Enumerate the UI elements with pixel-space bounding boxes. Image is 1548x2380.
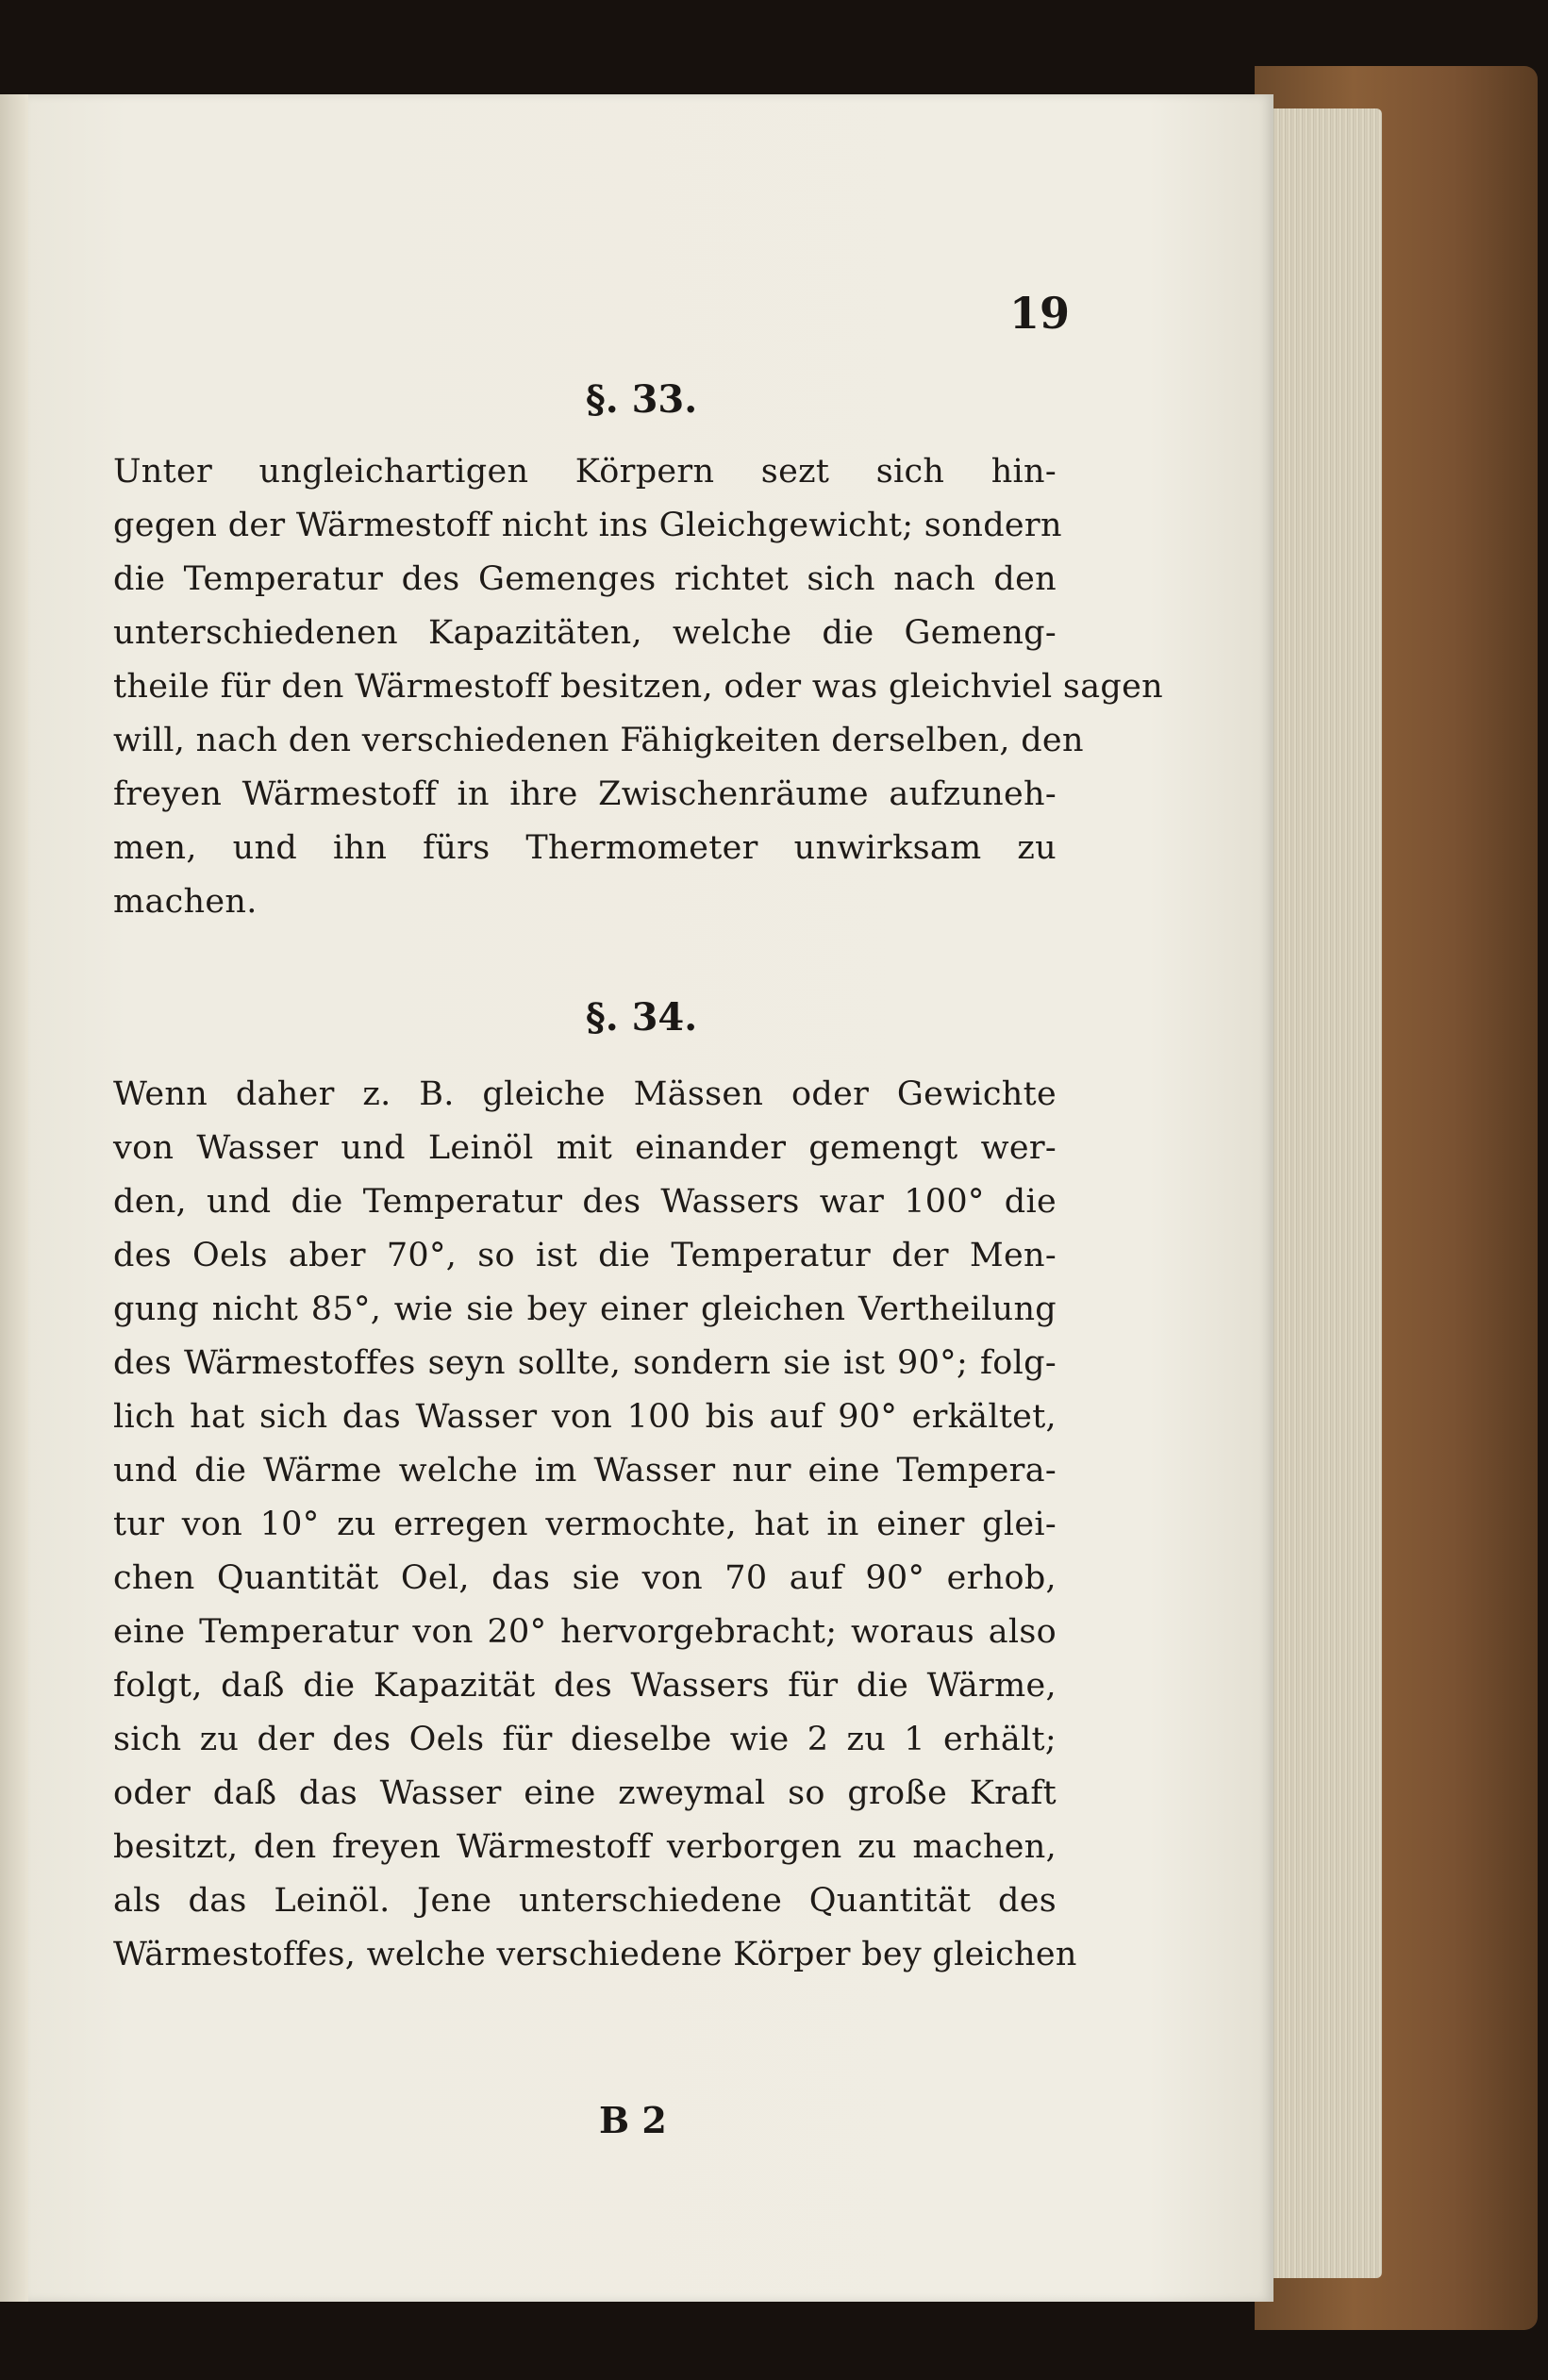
text-line: und die Wärme welche im Wasser nur eine Tempera- bbox=[113, 1452, 1057, 1490]
text-line: die Temperatur des Gemenges richtet sich nach den bbox=[113, 560, 1057, 598]
text-line: theile für den Wärmestoff besitzen, oder was gleichviel sagen bbox=[113, 668, 1163, 706]
text-line: tur von 10° zu erregen vermochte, hat in einer glei- bbox=[113, 1506, 1057, 1543]
text-line: von Wasser und Leinöl mit einander gemengt wer- bbox=[113, 1129, 1057, 1167]
paragraph-33 bbox=[113, 445, 1163, 929]
text-line: den, und die Temperatur des Wassers war 100° die bbox=[113, 1183, 1057, 1221]
page-number: 19 bbox=[1009, 288, 1071, 339]
text-line: will, nach den verschiedenen Fähigkeiten derselben, den bbox=[113, 722, 1084, 759]
text-line: men, und ihn fürs Thermometer unwirksam zu bbox=[113, 829, 1057, 867]
signature-mark: B 2 bbox=[599, 2099, 667, 2141]
book-page bbox=[28, 94, 1273, 2302]
text-line: lich hat sich das Wasser von 100 bis auf 90° erkältet, bbox=[113, 1398, 1057, 1436]
previous-page-edge bbox=[0, 94, 28, 2302]
page-edges bbox=[1269, 108, 1382, 2278]
text-line: gung nicht 85°, wie sie bey einer gleichen Vertheilung bbox=[113, 1290, 1057, 1328]
section-heading-34: §. 34. bbox=[585, 995, 698, 1040]
text-line: des Oels aber 70°, so ist die Temperatur der Men- bbox=[113, 1237, 1057, 1274]
text-line: Wenn daher z. B. gleiche Mässen oder Gewichte bbox=[113, 1075, 1057, 1113]
text-line: des Wärmestoffes seyn sollte, sondern sie ist 90°; folg- bbox=[113, 1344, 1057, 1382]
text-line: sich zu der des Oels für dieselbe wie 2 zu 1 erhält; bbox=[113, 1721, 1057, 1758]
paragraph-34 bbox=[113, 1068, 1077, 1982]
text-line: eine Temperatur von 20° hervorgebracht; woraus also bbox=[113, 1613, 1057, 1651]
text-line: folgt, daß die Kapazität des Wassers für die Wärme, bbox=[113, 1667, 1057, 1705]
text-line: chen Quantität Oel, das sie von 70 auf 90° erhob, bbox=[113, 1559, 1057, 1597]
text-line: Wärmestoffes, welche verschiedene Körper bey gleichen bbox=[113, 1936, 1077, 1973]
text-line: machen. bbox=[113, 883, 258, 921]
text-line: gegen der Wärmestoff nicht ins Gleichgewicht; sondern bbox=[113, 507, 1062, 544]
text-line: als das Leinöl. Jene unterschiedene Quantität des bbox=[113, 1882, 1057, 1920]
text-line: unterschiedenen Kapazitäten, welche die Gemeng- bbox=[113, 614, 1057, 652]
text-line: oder daß das Wasser eine zweymal so große Kraft bbox=[113, 1774, 1057, 1812]
text-line: Unter ungleichartigen Körpern sezt sich hin- bbox=[113, 453, 1057, 491]
section-heading-33: §. 33. bbox=[585, 377, 698, 422]
text-line: freyen Wärmestoff in ihre Zwischenräume aufzuneh- bbox=[113, 775, 1057, 813]
text-line: besitzt, den freyen Wärmestoff verborgen zu machen, bbox=[113, 1828, 1057, 1866]
